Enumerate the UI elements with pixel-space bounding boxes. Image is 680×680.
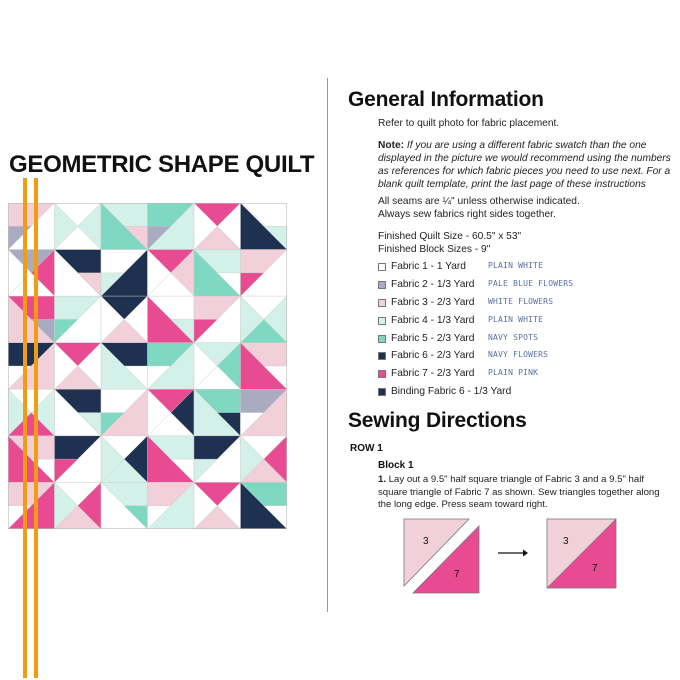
fabric-item (378, 277, 668, 295)
refer-text: Refer to quilt photo for fabric placement. (378, 118, 560, 129)
fabric-description: PLAIN WHITE (488, 314, 544, 324)
row-label: ROW 1 (350, 443, 383, 454)
fabric-label: Fabric 1 - 1 Yard (391, 261, 466, 272)
fabric-description: WHITE FLOWERS (488, 296, 554, 306)
seams-line-2: Always sew fabrics right sides together. (378, 209, 556, 220)
fabric-description: NAVY SPOTS (488, 332, 539, 342)
fabric-swatch (378, 370, 386, 378)
page-divider (327, 78, 328, 612)
fabric-item (378, 384, 668, 402)
note-paragraph (378, 139, 674, 191)
finished-quilt-size: Finished Quilt Size - 60.5" x 53" (378, 231, 522, 242)
block-label: Block 1 (378, 460, 414, 471)
fabric-label: Fabric 3 - 2/3 Yard (391, 296, 475, 308)
fabric-description: NAVY FLOWERS (488, 350, 549, 360)
step-number: 1. (378, 474, 387, 485)
fabric-swatch (378, 352, 386, 360)
fabric-swatch (378, 263, 386, 271)
fabric-item (378, 295, 668, 313)
sewing-directions-heading: Sewing Directions (348, 409, 527, 432)
fabric-swatch (378, 317, 386, 325)
fabric-description: PALE BLUE FLOWERS (488, 278, 574, 288)
hst-joined-diagram (546, 518, 618, 590)
arrow-right-icon (497, 545, 529, 563)
fabric-swatch (378, 299, 386, 307)
joined-number-3: 3 (563, 536, 569, 547)
note-text: If you are using a different fabric swatch than the one displayed in the picture we would recommend using the numbers as references for which fabric pieces you need to use next. For a blank quilt template, print the last page of these instructions (378, 140, 671, 190)
fabric-label: Fabric 5 - 2/3 Yard (391, 332, 475, 344)
fabric-swatch (378, 335, 386, 343)
fabric-label: Fabric 7 - 2/3 Yard (391, 368, 475, 380)
seams-text (378, 195, 580, 221)
finished-block-size: Finished Block Sizes - 9" (378, 244, 491, 255)
fabric-description: PLAIN WHITE (488, 261, 544, 270)
fabric-list (378, 259, 668, 402)
step-1-text (378, 474, 674, 512)
hst-separated-diagram (403, 518, 483, 594)
finished-sizes (378, 230, 521, 256)
fabric-item (378, 313, 668, 331)
fabric-item (378, 366, 668, 384)
diagram-number-7: 7 (454, 569, 460, 580)
fabric-label: Fabric 4 - 1/3 Yard (391, 314, 475, 326)
fabric-item (378, 259, 668, 277)
fabric-item (378, 348, 668, 366)
note-label: Note: (378, 140, 405, 151)
orange-stripe-2 (34, 178, 38, 678)
fabric-description: PLAIN PINK (488, 368, 539, 378)
fabric-swatch (378, 281, 386, 289)
fabric-label: Fabric 2 - 1/3 Yard (391, 278, 475, 290)
orange-stripe-1 (23, 178, 27, 678)
quilt-image (8, 203, 287, 529)
fabric-label: Binding Fabric 6 - 1/3 Yard (391, 386, 512, 398)
quilt-title: GEOMETRIC SHAPE QUILT (9, 151, 315, 178)
fabric-swatch (378, 388, 386, 396)
diagram-number-3: 3 (423, 536, 429, 547)
fabric-label: Fabric 6 - 2/3 Yard (391, 350, 475, 362)
joined-number-7: 7 (592, 563, 598, 574)
general-information-heading: General Information (348, 88, 544, 111)
seams-line-1: All seams are ¼" unless otherwise indicated. (378, 196, 580, 207)
fabric-item (378, 331, 668, 349)
step-instruction: Lay out a 9.5" half square triangle of Fabric 3 and a 9.5" half square triangle of Fabric 7 as shown. Sew triangles together along the long edge. Press seam toward right. (378, 474, 660, 511)
quilt-svg (8, 203, 287, 529)
